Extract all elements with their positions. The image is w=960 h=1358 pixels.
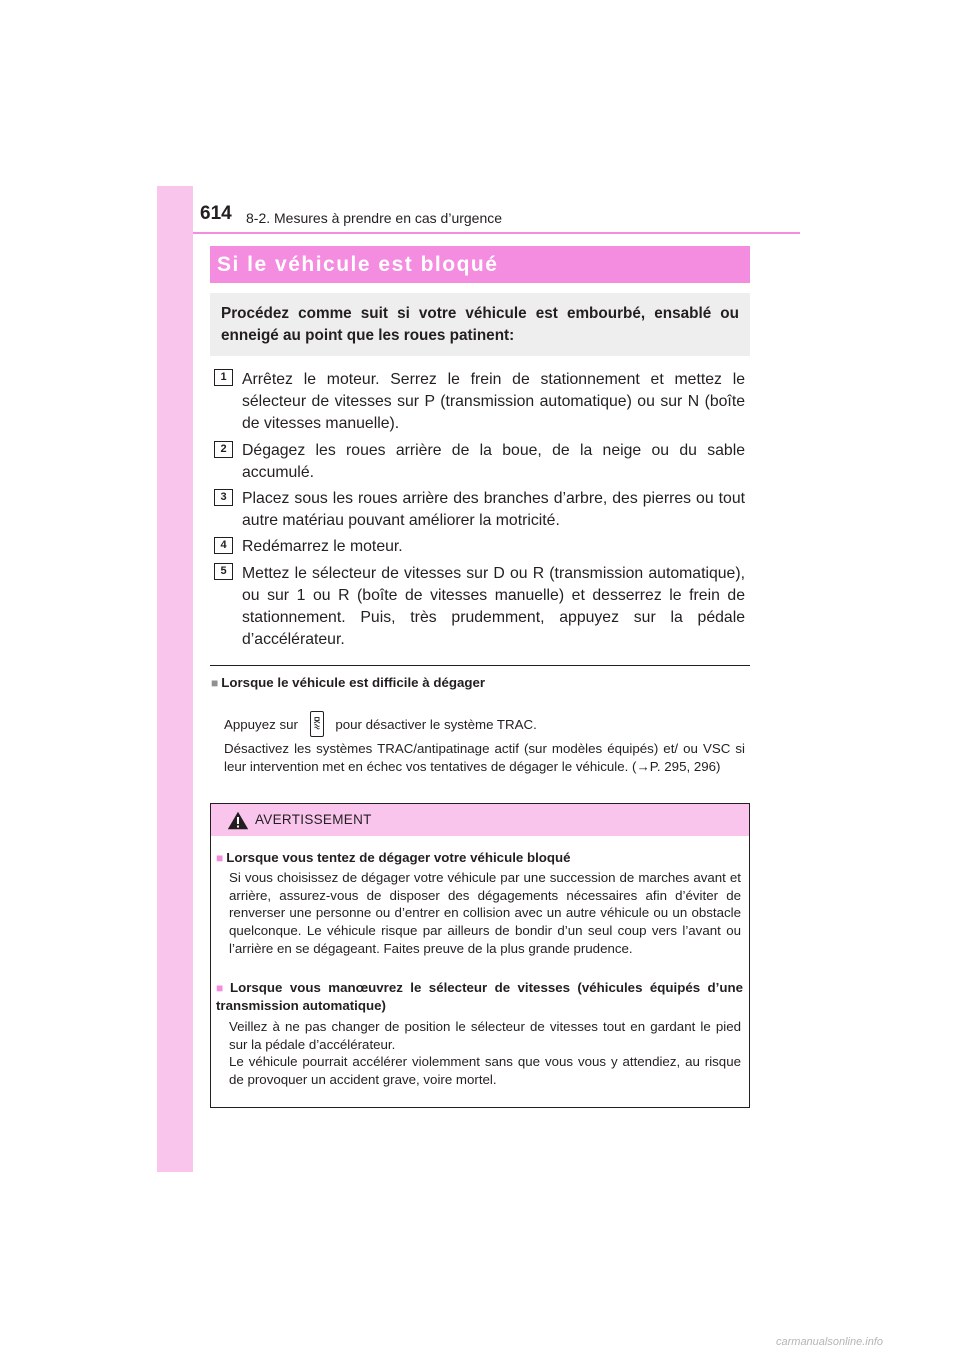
- warning-item-text-2: [229, 1018, 741, 1089]
- warning-item-heading-2: [216, 979, 743, 1015]
- warning-item-2-line-1: Veillez à ne pas changer de position le sélecteur de vitesses tout en gardant le pied sur la pédale d’accélérateur.: [229, 1019, 741, 1052]
- step-text-5: Mettez le sélecteur de vitesses sur D ou R (transmission automatique), ou sur 1 ou R (boîte de vitesses manuelle) et desserrez le frein de stationnement. Puis, très prudemment, appuyez sur la pédale d’accélérateur.: [242, 565, 745, 648]
- section-divider: [210, 665, 750, 666]
- note-line-after: pour désactiver le système TRAC.: [335, 717, 537, 732]
- page-title-bar: [210, 246, 750, 283]
- warning-marker-1: ■: [216, 851, 224, 865]
- step-number-4: 4: [214, 537, 233, 554]
- page-number: 614: [200, 203, 232, 224]
- step-text-2: Dégagez les roues arrière de la boue, de la neige ou du sable accumulé.: [242, 442, 745, 481]
- note-instruction: [224, 711, 537, 737]
- header-rule: [193, 232, 800, 234]
- warning-label: AVERTISSEMENT: [255, 812, 372, 827]
- footer-watermark: carmanualsonline.info: [776, 1336, 884, 1348]
- warning-item-heading-1: [216, 849, 743, 867]
- step-number-2: 2: [214, 441, 233, 458]
- warning-heading-text-2: Lorsque vous manœuvrez le sélecteur de vitesses (véhicules équipés d’une transmission automatique): [216, 980, 743, 1013]
- step-text-1: Arrêtez le moteur. Serrez le frein de stationnement et mettez le sélecteur de vitesses sur P (transmission automatique) ou sur N (boîte de vitesses manuelle).: [242, 371, 745, 432]
- intro-box: [210, 293, 750, 356]
- warning-marker-2: ■: [216, 981, 227, 995]
- note-heading-text: Lorsque le véhicule est difficile à dégager: [221, 675, 486, 690]
- warning-header: [211, 804, 749, 836]
- note-heading: [211, 675, 485, 690]
- warning-item-text-1: [229, 869, 741, 958]
- warning-box: [210, 803, 750, 1108]
- note-marker: ■: [211, 676, 219, 690]
- section-title: 8-2. Mesures à prendre en cas d’urgence: [246, 210, 503, 226]
- warning-triangle-icon: [227, 811, 249, 830]
- note-paragraph: Désactivez les systèmes TRAC/antipatinage actif (sur modèles équipés) et/ ou VSC si leur intervention met en échec vos tentatives de dégager le véhicule. (→P. 295, 296): [224, 741, 745, 774]
- step-number-1: 1: [214, 369, 233, 386]
- trac-off-switch-icon: [310, 711, 324, 737]
- step-text-3: Placez sous les roues arrière des branches d’arbre, des pierres ou tout autre matériau pouvant améliorer la motricité.: [242, 490, 745, 529]
- page-title: Si le véhicule est bloqué: [217, 253, 499, 276]
- intro-text: Procédez comme suit si votre véhicule est embourbé, ensablé ou enneigé au point que les roues patinent:: [221, 305, 739, 344]
- step-text-4: Redémarrez le moteur.: [242, 538, 403, 555]
- warning-item-1-line-1: Si vous choisissez de dégager votre véhicule par une succession de marches avant et arrière, assurez-vous de disposer des dégagements nécessaires afin d’éviter de renverser une personne ou d’entrer en collision avec un autre véhicule ou un obstacle quelconque. Le véhicule risque par ailleurs de bondir d’un seul coup vers l’avant ou l’arrière en se dégageant. Faites preuve de la plus grande prudence.: [229, 870, 741, 956]
- step-number-3: 3: [214, 489, 233, 506]
- step-number-5: 5: [214, 563, 233, 580]
- note-line-before: Appuyez sur: [224, 717, 298, 732]
- side-color-bar: [157, 186, 193, 1172]
- warning-item-2-line-2: Le véhicule pourrait accélérer violemment sans que vous vous y attendiez, au risque de provoquer un accident grave, voire mortel.: [229, 1054, 741, 1088]
- warning-heading-text-1: Lorsque vous tentez de dégager votre véhicule bloqué: [226, 850, 571, 865]
